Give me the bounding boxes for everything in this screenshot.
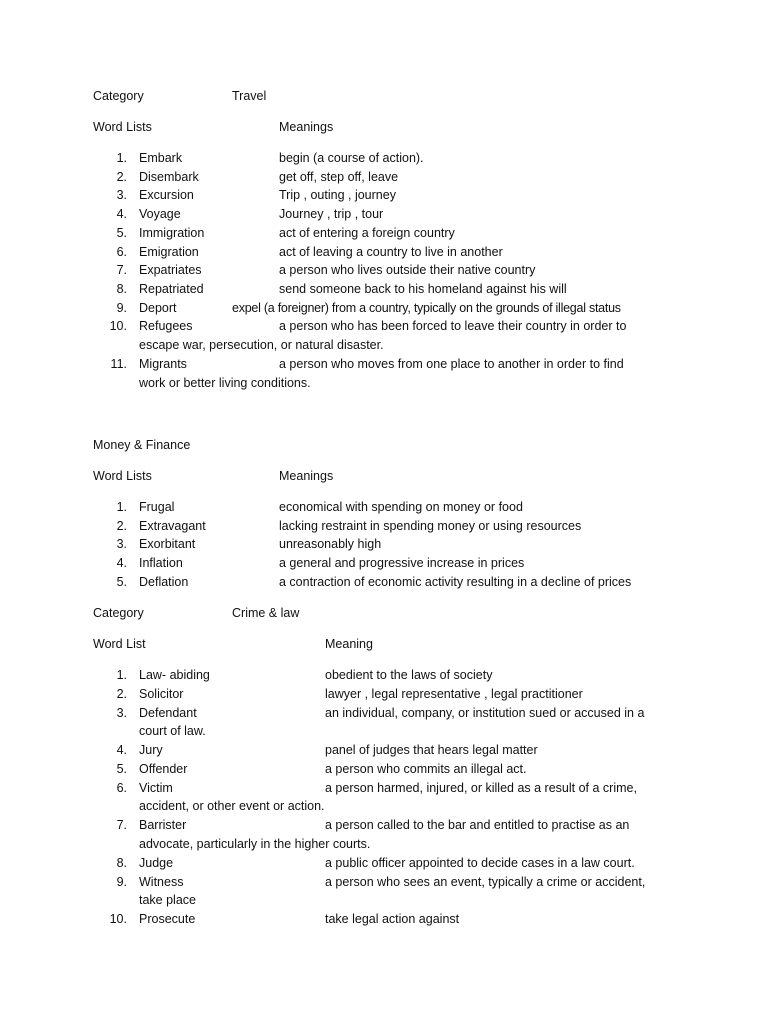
item-meaning: lawyer , legal representative , legal practitioner <box>325 687 583 701</box>
category-label: Category <box>93 606 144 620</box>
item-meaning: act of entering a foreign country <box>279 226 455 240</box>
item-term: Exorbitant <box>139 537 196 551</box>
item-meaning-continuation: take place <box>139 893 196 907</box>
item-number: 3. <box>116 706 127 720</box>
item-meaning: a person who moves from one place to another in order to find <box>279 357 624 371</box>
item-meaning: a public officer appointed to decide cases in a law court. <box>325 856 635 870</box>
item-term: Defendant <box>139 706 197 720</box>
item-number: 3. <box>116 537 127 551</box>
item-term: Repatriated <box>139 282 204 296</box>
item-meaning: a person who commits an illegal act. <box>325 762 527 776</box>
item-number: 4. <box>116 207 127 221</box>
item-number: 10. <box>109 319 127 333</box>
item-number: 4. <box>116 743 127 757</box>
item-term: Prosecute <box>139 912 196 926</box>
item-term: Migrants <box>139 357 187 371</box>
item-number: 2. <box>116 519 127 533</box>
wordlist-header: Word Lists <box>93 120 152 134</box>
item-number: 5. <box>116 762 127 776</box>
item-meaning-continuation: escape war, persecution, or natural disaster. <box>139 338 384 352</box>
item-term: Disembark <box>139 170 199 184</box>
item-number: 7. <box>116 818 127 832</box>
item-meaning: get off, step off, leave <box>279 170 399 184</box>
category-value: Crime & law <box>232 606 300 620</box>
item-term: Extravagant <box>139 519 206 533</box>
item-meaning: begin (a course of action). <box>279 151 424 165</box>
item-term: Immigration <box>139 226 205 240</box>
item-meaning: send someone back to his homeland against his will <box>279 282 567 296</box>
item-meaning: a person harmed, injured, or killed as a result of a crime, <box>325 781 637 795</box>
item-number: 2. <box>116 170 127 184</box>
item-number: 9. <box>116 301 127 315</box>
item-term: Embark <box>139 151 183 165</box>
item-number: 4. <box>116 556 127 570</box>
meanings-header: Meanings <box>279 120 334 134</box>
item-term: Refugees <box>139 319 193 333</box>
item-meaning: Journey , trip , tour <box>279 207 384 221</box>
item-number: 9. <box>116 875 127 889</box>
item-number: 6. <box>116 245 127 259</box>
item-meaning: a person who lives outside their native country <box>279 263 536 277</box>
item-term: Excursion <box>139 188 194 202</box>
item-meaning: economical with spending on money or food <box>279 500 523 514</box>
item-meaning: a person who sees an event, typically a crime or accident, <box>325 875 646 889</box>
section-title: Money & Finance <box>93 438 191 452</box>
meanings-header: Meanings <box>279 469 334 483</box>
item-number: 6. <box>116 781 127 795</box>
item-meaning-continuation: work or better living conditions. <box>139 376 311 390</box>
item-number: 2. <box>116 687 127 701</box>
item-number: 5. <box>116 575 127 589</box>
item-number: 3. <box>116 188 127 202</box>
category-value: Travel <box>232 89 267 103</box>
item-term: Law- abiding <box>139 668 210 682</box>
item-meaning-continuation: advocate, particularly in the higher courts. <box>139 837 371 851</box>
item-number: 5. <box>116 226 127 240</box>
item-term: Inflation <box>139 556 183 570</box>
item-term: Jury <box>139 743 163 757</box>
item-term: Frugal <box>139 500 175 514</box>
item-meaning: a contraction of economic activity resulting in a decline of prices <box>279 575 632 589</box>
item-term: Deflation <box>139 575 189 589</box>
item-meaning: a general and progressive increase in prices <box>279 556 525 570</box>
item-meaning: act of leaving a country to live in another <box>279 245 503 259</box>
item-meaning: Trip , outing , journey <box>279 188 396 202</box>
item-meaning: an individual, company, or institution sued or accused in a <box>325 706 645 720</box>
item-term: Deport <box>139 301 177 315</box>
item-term: Victim <box>139 781 173 795</box>
item-term: Emigration <box>139 245 199 259</box>
item-term: Judge <box>139 856 174 870</box>
item-term: Witness <box>139 875 184 889</box>
item-meaning: take legal action against <box>325 912 460 926</box>
item-number: 11. <box>110 357 127 371</box>
wordlist-header: Word Lists <box>93 469 152 483</box>
item-number: 1. <box>116 500 127 514</box>
item-number: 10. <box>109 912 127 926</box>
item-term: Voyage <box>139 207 181 221</box>
item-meaning: obedient to the laws of society <box>325 668 493 682</box>
item-number: 7. <box>116 263 127 277</box>
item-term: Solicitor <box>139 687 184 701</box>
item-meaning: unreasonably high <box>279 537 382 551</box>
item-meaning: expel (a foreigner) from a country, typically on the grounds of illegal status <box>232 301 621 315</box>
item-meaning-continuation: accident, or other event or action. <box>139 799 325 813</box>
item-term: Offender <box>139 762 188 776</box>
wordlist-header: Word List <box>93 637 146 651</box>
item-number: 8. <box>116 856 127 870</box>
item-meaning-continuation: court of law. <box>139 724 206 738</box>
item-meaning: lacking restraint in spending money or using resources <box>279 519 582 533</box>
item-term: Barrister <box>139 818 187 832</box>
item-number: 1. <box>116 151 127 165</box>
meanings-header: Meaning <box>325 637 373 651</box>
item-number: 8. <box>116 282 127 296</box>
item-meaning: panel of judges that hears legal matter <box>325 743 538 757</box>
item-term: Expatriates <box>139 263 202 277</box>
item-meaning: a person called to the bar and entitled to practise as an <box>325 818 630 832</box>
item-meaning: a person who has been forced to leave their country in order to <box>279 319 627 333</box>
category-label: Category <box>93 89 144 103</box>
item-number: 1. <box>116 668 127 682</box>
